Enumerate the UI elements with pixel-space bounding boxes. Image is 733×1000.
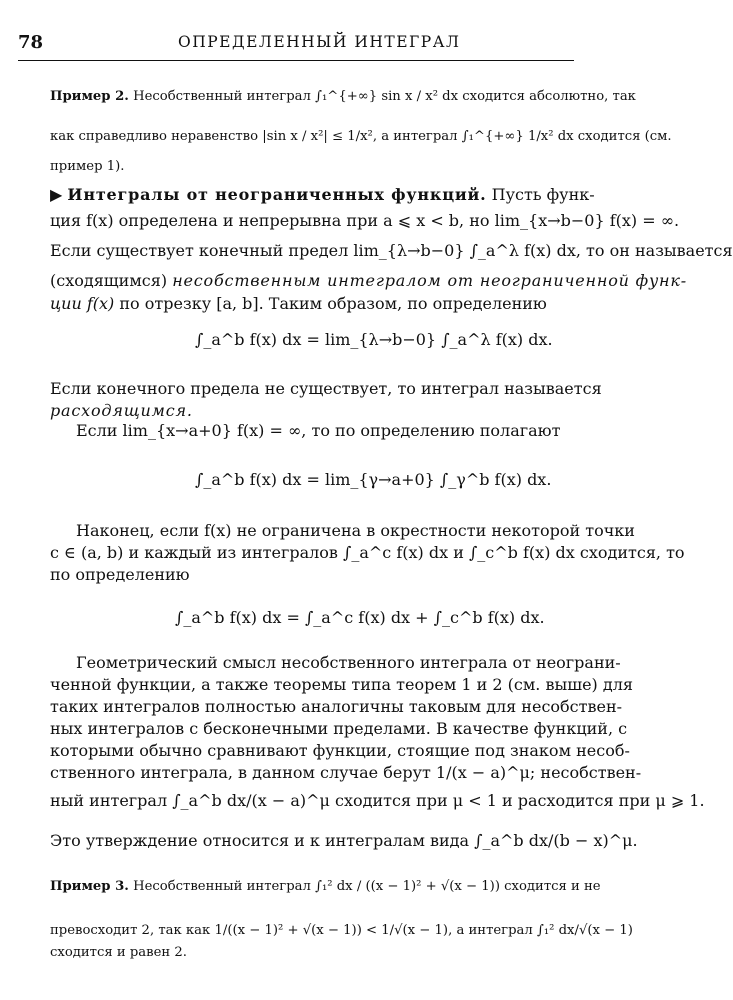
example2-text: сходится абсолютно, так	[462, 89, 636, 104]
section-line4	[50, 270, 687, 292]
example3-line3	[50, 942, 576, 964]
para4-line2	[50, 542, 685, 564]
example3-integral: ∫₁² dx / ((x − 1)² + √(x − 1))	[315, 879, 500, 894]
example3-integral: ∫₁² dx/√(x − 1)	[536, 923, 633, 938]
section-text: Это утверждение относится и к интегралам вида ∫_a^b dx/(b − x)^μ.	[50, 831, 638, 850]
section-text: Если lim_{x→a+0} f(x) = ∞, то по определению полагают	[76, 421, 561, 440]
example2-text: сходится (см.	[577, 129, 672, 144]
equation-text: ∫_a^b f(x) dx = lim_{γ→a+0} ∫_γ^b f(x) dx.	[195, 470, 552, 489]
example2-line2	[50, 126, 672, 156]
example3-text: Несобственный интеграл	[133, 879, 311, 894]
equation-1	[195, 330, 553, 349]
section-text: ных интегралов с бесконечными пределами. В качестве функций, с	[50, 719, 628, 738]
section-text: ченной функции, а также теоремы типа теорем 1 и 2 (см. выше) для	[50, 675, 633, 694]
para2-line1	[50, 378, 602, 400]
example3-text: сходится и равен 2.	[50, 945, 187, 960]
section-text: Наконец, если f(x) не ограничена в окрестности некоторой точки	[76, 521, 635, 540]
para2-line2	[50, 400, 576, 422]
example2-line3	[50, 156, 576, 178]
section-text: c ∈ (a, b) и каждый из интегралов ∫_a^c f(x) dx и ∫_c^b f(x) dx сходится, то	[50, 543, 685, 562]
example2-integral: ∫₁^{+∞} 1/x² dx	[461, 129, 574, 144]
section-text: Пусть функ-	[491, 185, 595, 204]
para4-line1	[76, 520, 635, 542]
example2-text: Несобственный интеграл	[133, 89, 311, 104]
example2-text: пример 1).	[50, 159, 125, 174]
equation-text: ∫_a^b f(x) dx = ∫_a^c f(x) dx + ∫_c^b f(x) dx.	[175, 608, 545, 627]
example3-text: , а интеграл	[448, 923, 533, 938]
para3-line1	[76, 420, 576, 442]
para5-line2	[50, 674, 633, 696]
para5-line7	[50, 790, 705, 812]
equation-text: ∫_a^b f(x) dx = lim_{λ→b−0} ∫_a^λ f(x) dx.	[195, 330, 553, 349]
para5-line4	[50, 718, 628, 740]
example2-text: как справедливо неравенство	[50, 129, 259, 144]
running-title: ОПРЕДЕЛЕННЫЙ ИНТЕГРАЛ	[178, 33, 461, 51]
example3-text: превосходит 2, так как	[50, 923, 211, 938]
section-text: Если конечного предела не существует, то интеграл называется	[50, 379, 602, 398]
equation-3	[175, 608, 545, 627]
term-definition: расходящимся.	[50, 401, 193, 420]
example2-label: Пример 2.	[50, 89, 129, 104]
para5-line1	[76, 652, 621, 674]
section-line1	[50, 184, 595, 206]
term-definition: ции f(x)	[50, 294, 115, 313]
section-text: ный интеграл ∫_a^b dx/(x − a)^μ сходится при μ < 1 и расходится при μ ⩾ 1.	[50, 791, 705, 810]
section-text: (сходящимся)	[50, 271, 168, 290]
example2-line1	[50, 86, 636, 116]
section-text: по отрезку [a, b]. Таким образом, по определению	[119, 294, 547, 313]
example3-label: Пример 3.	[50, 879, 129, 894]
section-text: ственного интеграла, в данном случае берут 1/(x − a)^μ; несобствен-	[50, 763, 642, 782]
equation-2	[195, 470, 551, 489]
para5-line3	[50, 696, 623, 718]
section-text: которыми обычно сравнивают функции, стоящие под знаком несоб-	[50, 741, 630, 760]
section-heading: Интегралы от неограниченных функций.	[67, 185, 487, 204]
page-number: 78	[18, 32, 44, 53]
section-text: по определению	[50, 565, 190, 584]
example3-line1	[50, 876, 601, 898]
example2-text: , а интеграл	[372, 129, 458, 144]
para6-line1	[50, 830, 638, 852]
section-text: таких интегралов полностью аналогичны таковым для несобствен-	[50, 697, 623, 716]
example2-integral: ∫₁^{+∞} sin x / x² dx	[315, 89, 459, 104]
section-text: ция f(x) определена и непрерывна при a ⩽ x < b, но lim_{x→b−0} f(x) = ∞.	[50, 211, 680, 230]
section-line3	[50, 240, 733, 262]
example3-inequality: 1/((x − 1)² + √(x − 1)) < 1/√(x − 1)	[214, 923, 449, 938]
term-definition: несобственным интегралом от неограниченной функ-	[172, 271, 687, 290]
para5-line5	[50, 740, 630, 762]
example3-text: сходится и не	[504, 879, 601, 894]
section-text: Если существует конечный предел lim_{λ→b−0} ∫_a^λ f(x) dx, то он называется	[50, 241, 733, 260]
section-line2	[50, 210, 680, 232]
page-header	[18, 30, 574, 61]
para4-line3	[50, 564, 576, 586]
para5-line6	[50, 762, 642, 784]
section-text: Геометрический смысл несобственного интеграла от неограни-	[76, 653, 621, 672]
example3-line2	[50, 920, 633, 942]
example2-inequality: |sin x / x²| ≤ 1/x²	[262, 129, 373, 144]
bullet-icon: ▶	[50, 185, 63, 204]
section-line5	[50, 293, 576, 315]
